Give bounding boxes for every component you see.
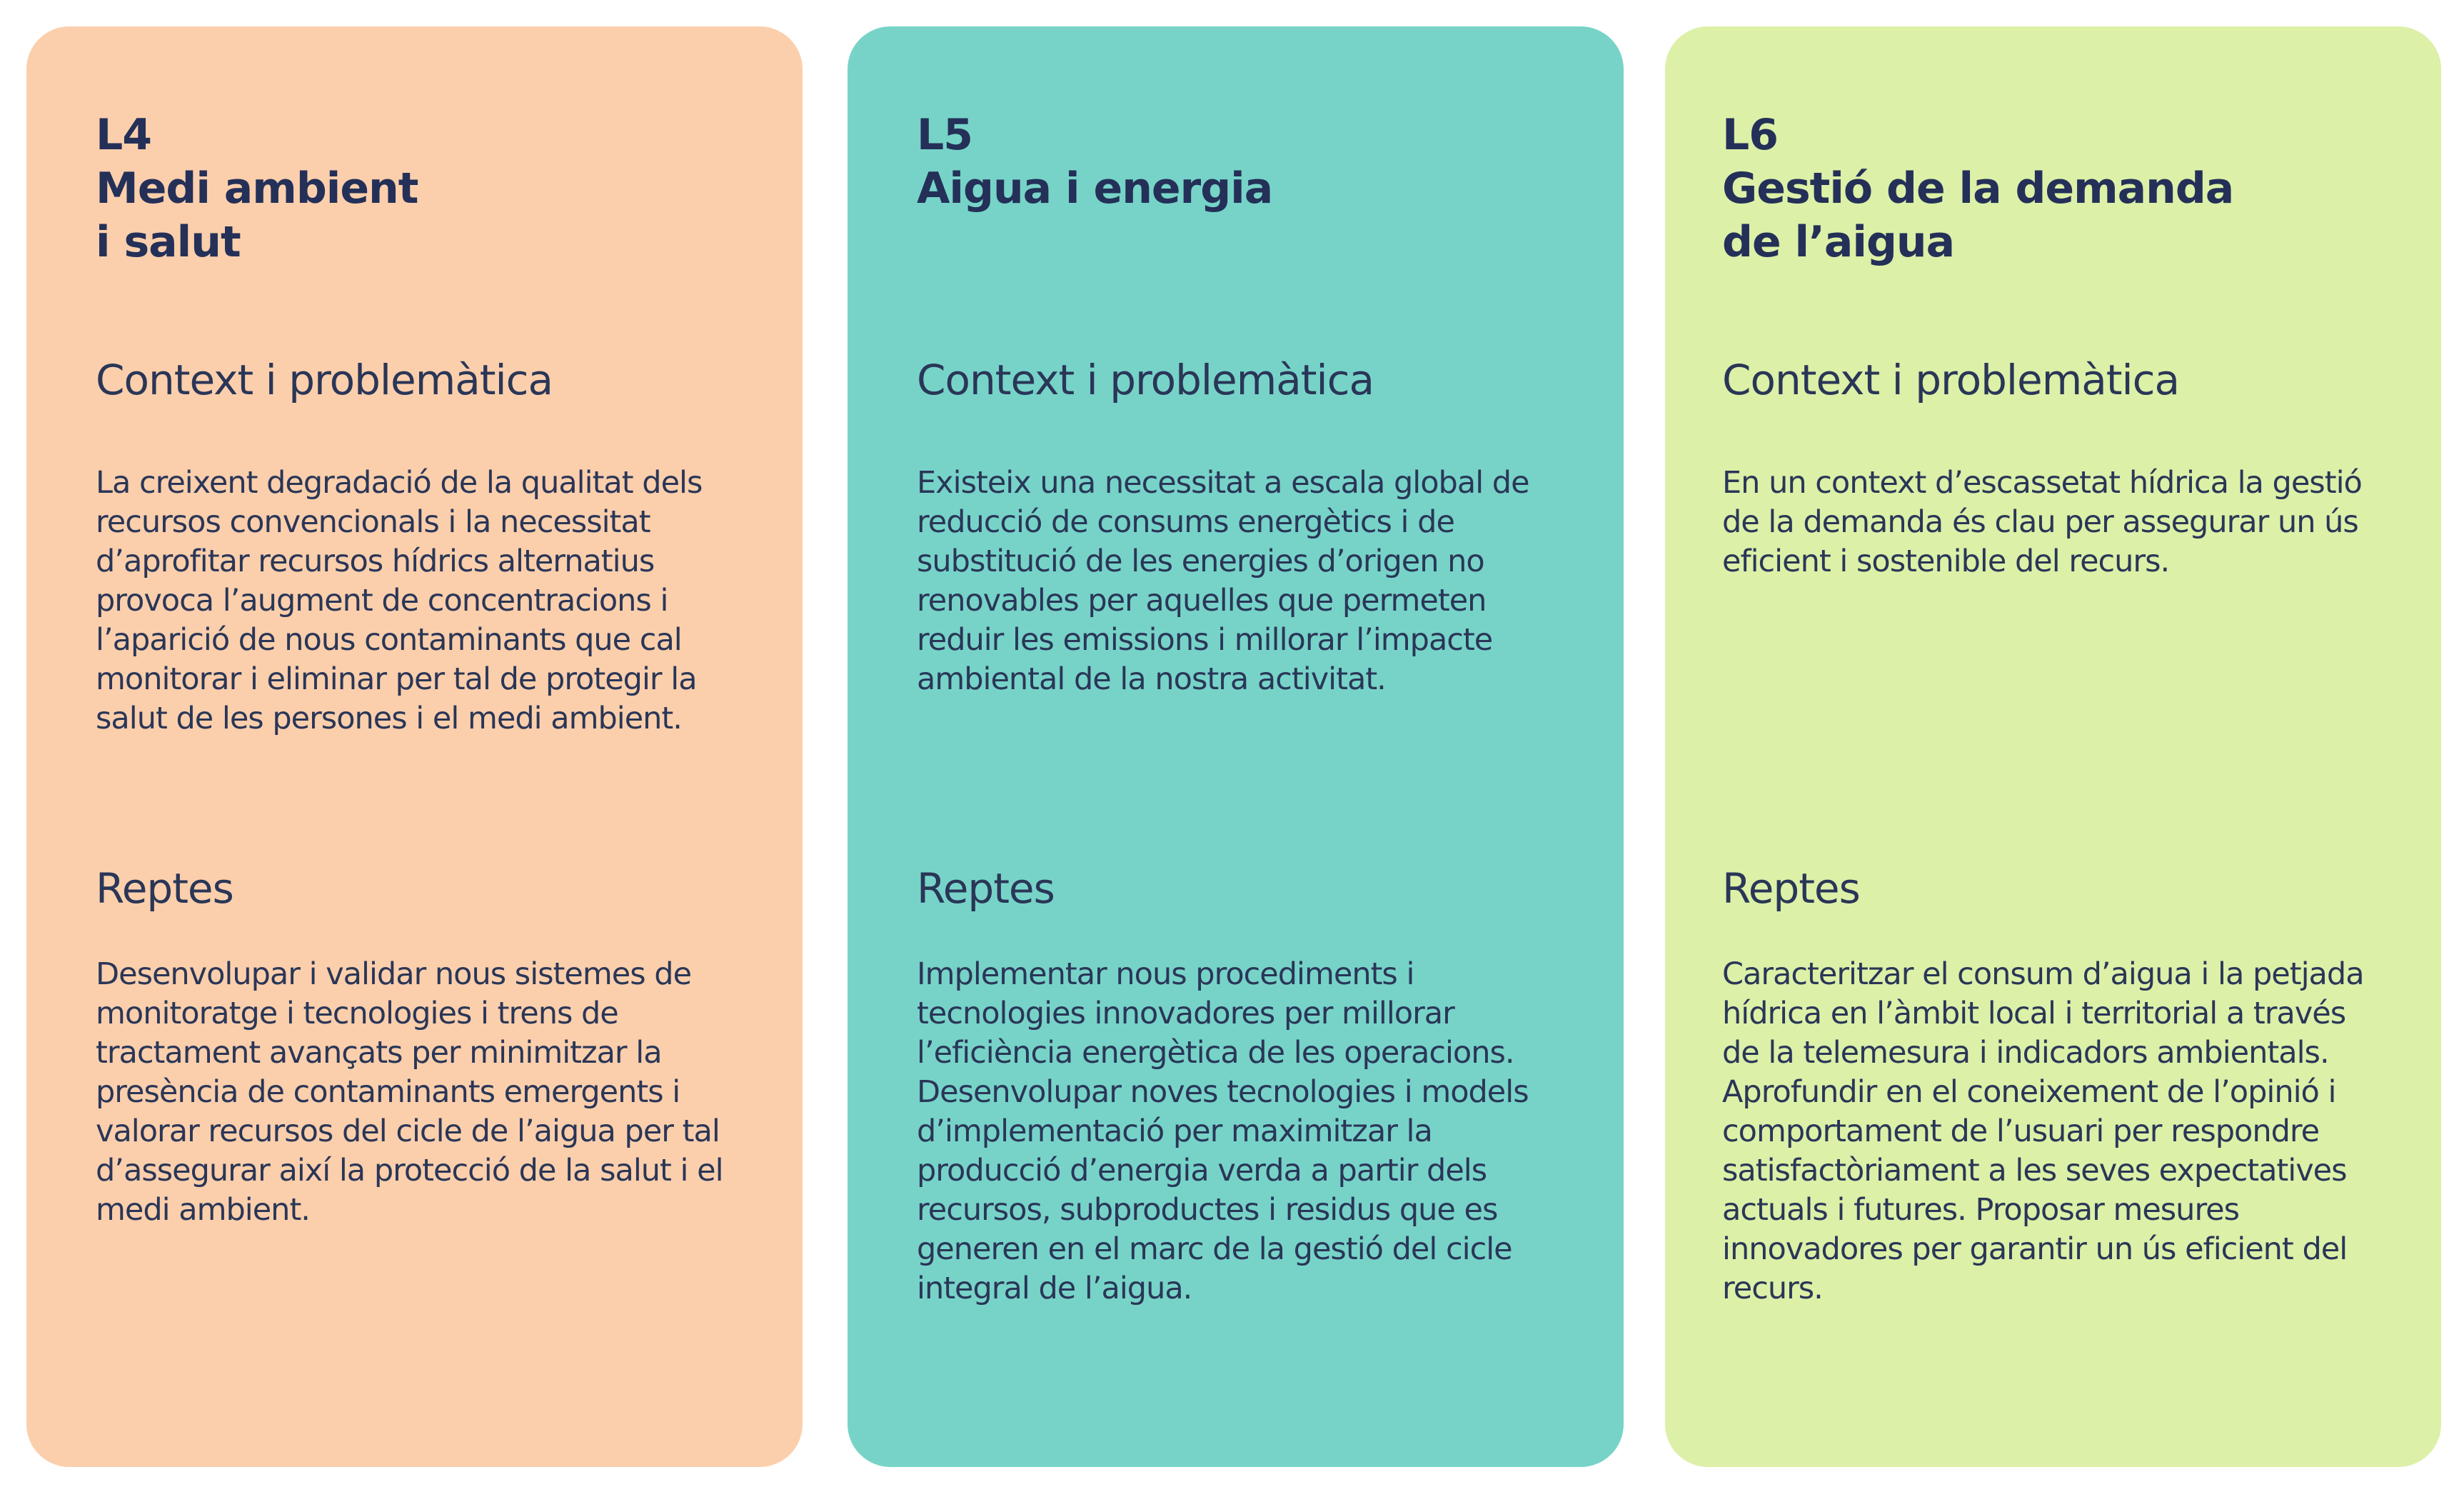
context-heading: Context i problemàtica <box>96 356 553 404</box>
text-line: de la telemesura i indicadors ambientals. <box>1722 1035 2329 1071</box>
title-line: Medi ambient <box>96 164 418 214</box>
context-text <box>1722 464 2400 581</box>
text-line: recursos, subproductes i residus que es <box>917 1192 1498 1228</box>
reptes-text <box>96 955 774 1230</box>
text-line: Desenvolupar noves tecnologies i models <box>917 1074 1529 1110</box>
text-line: d’aprofitar recursos hídrics alternatius <box>96 544 655 579</box>
text-line: innovadores per garantir un ús eficient del <box>1722 1231 2348 1267</box>
title-line: de l’aigua <box>1722 217 1955 267</box>
text-line: reduir les emissions i millorar l’impacte <box>917 622 1493 658</box>
text-line: eficient i sostenible del recurs. <box>1722 544 2170 579</box>
text-line: actuals i futures. Proposar mesures <box>1722 1192 2240 1228</box>
text-line: La creixent degradació de la qualitat dels <box>96 465 703 501</box>
title-line: Gestió de la demanda <box>1722 164 2234 214</box>
card-title <box>1722 109 2233 269</box>
reptes-heading: Reptes <box>1722 864 1860 913</box>
text-line: substitució de les energies d’origen no <box>917 544 1484 579</box>
line-code: L4 <box>96 110 151 160</box>
card-l6 <box>1665 26 2441 1467</box>
title-line: Aigua i energia <box>917 164 1273 214</box>
text-line: integral de l’aigua. <box>917 1271 1192 1306</box>
text-line: l’eficiència energètica de les operacions. <box>917 1035 1514 1071</box>
text-line: d’implementació per maximitzar la <box>917 1113 1432 1149</box>
card-l5 <box>848 26 1624 1467</box>
title-line: i salut <box>96 217 241 267</box>
text-line: satisfactòriament a les seves expectatives <box>1722 1153 2347 1188</box>
text-line: de la demanda és clau per assegurar un ús <box>1722 504 2358 540</box>
line-code: L6 <box>1722 110 1778 160</box>
text-line: provoca l’augment de concentracions i <box>96 583 668 619</box>
reptes-text <box>1722 955 2400 1308</box>
text-line: comportament de l’usuari per respondre <box>1722 1113 2320 1149</box>
text-line: l’aparició de nous contaminants que cal <box>96 622 682 658</box>
text-line: Caracteritzar el consum d’aigua i la petjada <box>1722 956 2364 992</box>
card-title <box>917 109 1272 216</box>
context-text <box>96 464 774 739</box>
text-line: renovables per aquelles que permeten <box>917 583 1487 619</box>
text-line: salut de les persones i el medi ambient. <box>96 701 682 736</box>
context-heading: Context i problemàtica <box>917 356 1374 404</box>
reptes-heading: Reptes <box>96 864 233 913</box>
text-line: Aprofundir en el coneixement de l’opinió i <box>1722 1074 2336 1110</box>
text-line: monitoratge i tecnologies i trens de <box>96 996 618 1031</box>
text-line: tractament avançats per minimitzar la <box>96 1035 662 1071</box>
text-line: ambiental de la nostra activitat. <box>917 661 1386 697</box>
text-line: En un context d’escassetat hídrica la gestió <box>1722 465 2362 501</box>
text-line: recurs. <box>1722 1271 1823 1306</box>
text-line: producció d’energia verda a partir dels <box>917 1153 1487 1188</box>
text-line: reducció de consums energètics i de <box>917 504 1454 540</box>
reptes-text <box>917 955 1595 1308</box>
text-line: valorar recursos del cicle de l’aigua per tal <box>96 1113 720 1149</box>
text-line: monitorar i eliminar per tal de protegir la <box>96 661 697 697</box>
text-line: Existeix una necessitat a escala global de <box>917 465 1529 501</box>
text-line: presència de contaminants emergents i <box>96 1074 680 1110</box>
context-heading: Context i problemàtica <box>1722 356 2180 404</box>
text-line: recursos convencionals i la necessitat <box>96 504 650 540</box>
text-line: d’assegurar així la protecció de la salut i el <box>96 1153 723 1188</box>
context-text <box>917 464 1595 699</box>
text-line: Implementar nous procediments i <box>917 956 1414 992</box>
text-line: tecnologies innovadores per millorar <box>917 996 1454 1031</box>
card-title <box>96 109 418 269</box>
card-l4 <box>26 26 803 1467</box>
text-line: Desenvolupar i validar nous sistemes de <box>96 956 692 992</box>
text-line: hídrica en l’àmbit local i territorial a través <box>1722 996 2346 1031</box>
reptes-heading: Reptes <box>917 864 1055 913</box>
line-code: L5 <box>917 110 972 160</box>
text-line: generen en el marc de la gestió del cicle <box>917 1231 1512 1267</box>
text-line: medi ambient. <box>96 1192 310 1228</box>
